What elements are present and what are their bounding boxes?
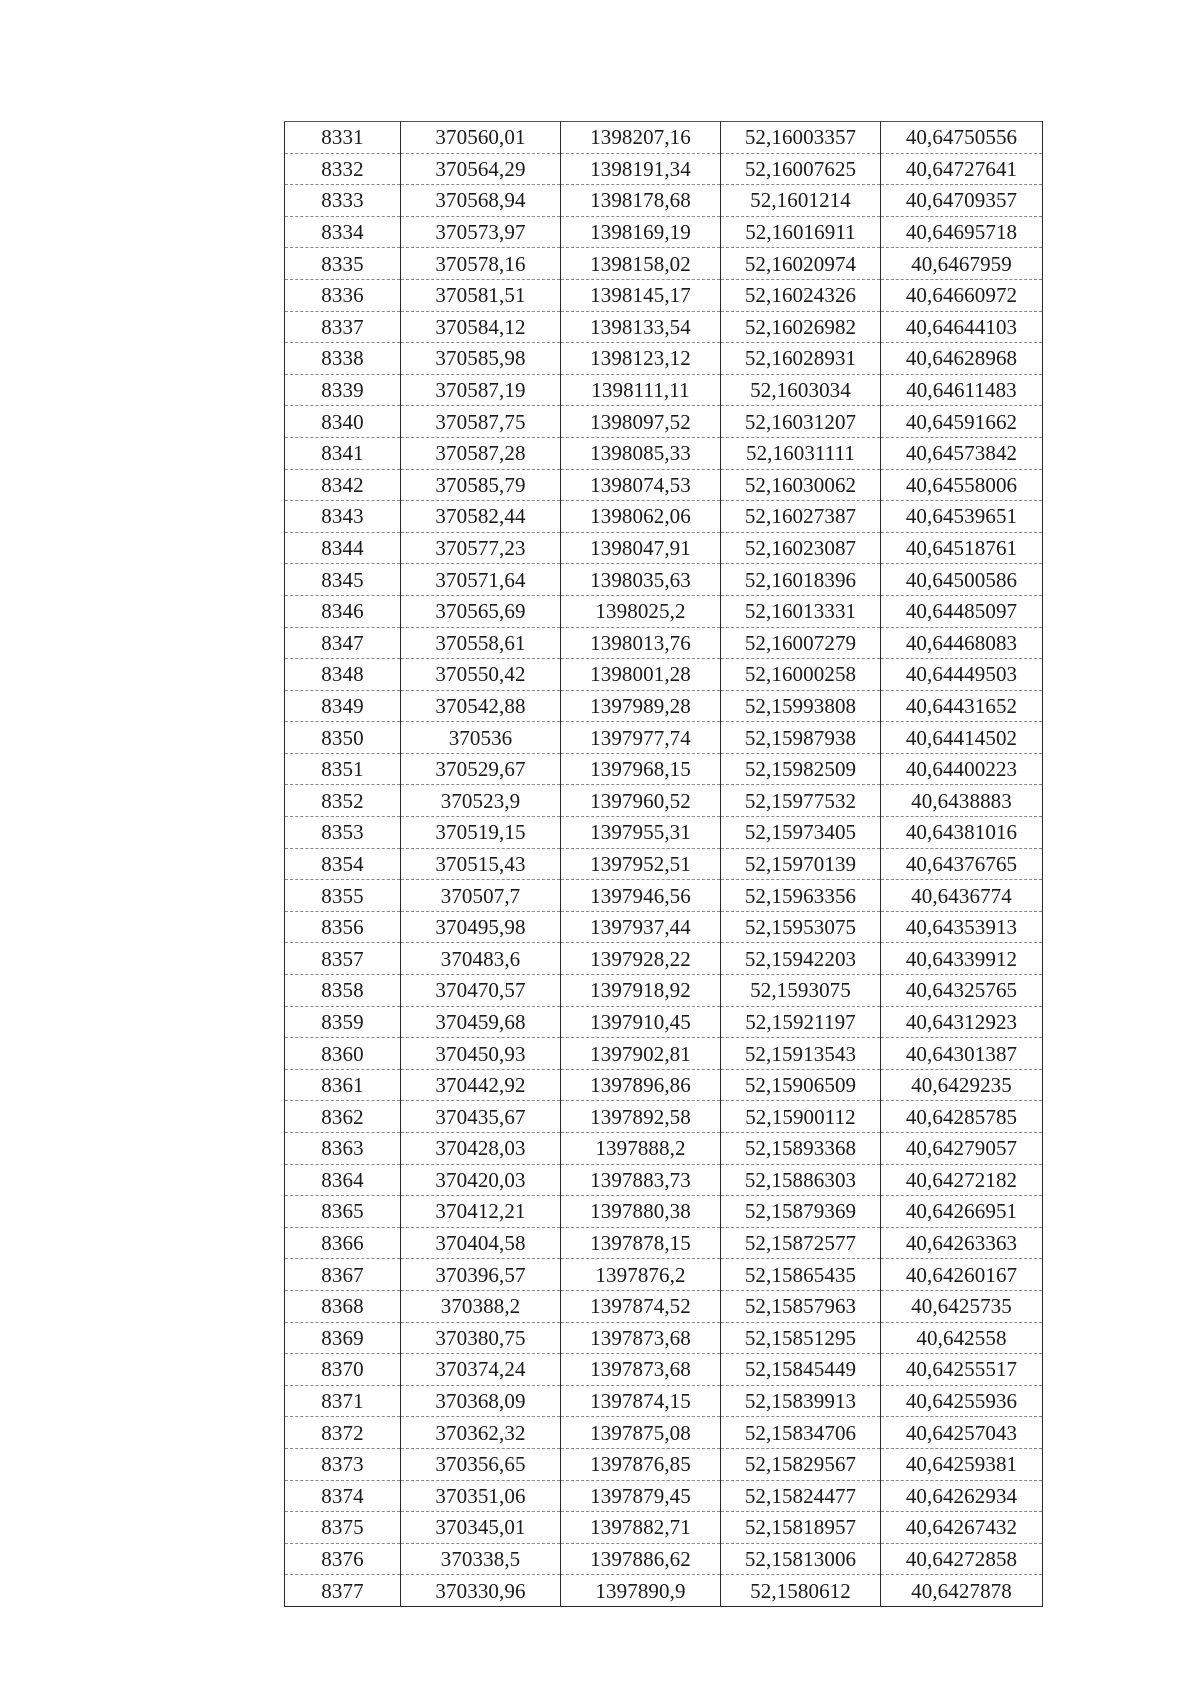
y-coordinate-cell: 1397873,68 — [561, 1354, 721, 1386]
y-coordinate-cell: 1398169,19 — [561, 216, 721, 248]
longitude-cell: 40,64257043 — [881, 1417, 1043, 1449]
point-number-cell: 8337 — [285, 311, 401, 343]
x-coordinate-cell: 370536 — [401, 722, 561, 754]
table-row — [285, 1069, 1043, 1101]
longitude-cell: 40,64539651 — [881, 501, 1043, 533]
table-row — [285, 501, 1043, 533]
x-coordinate-cell: 370442,92 — [401, 1069, 561, 1101]
x-coordinate-cell: 370573,97 — [401, 216, 561, 248]
longitude-cell: 40,64660972 — [881, 279, 1043, 311]
longitude-cell: 40,64255517 — [881, 1354, 1043, 1386]
x-coordinate-cell: 370587,28 — [401, 437, 561, 469]
table-row — [285, 153, 1043, 185]
longitude-cell: 40,64500586 — [881, 564, 1043, 596]
table-row — [285, 659, 1043, 691]
y-coordinate-cell: 1398074,53 — [561, 469, 721, 501]
latitude-cell: 52,15857963 — [721, 1290, 881, 1322]
y-coordinate-cell: 1398123,12 — [561, 343, 721, 375]
y-coordinate-cell: 1398047,91 — [561, 532, 721, 564]
longitude-cell: 40,64628968 — [881, 343, 1043, 375]
table-row — [285, 1133, 1043, 1165]
point-number-cell: 8356 — [285, 911, 401, 943]
point-number-cell: 8348 — [285, 659, 401, 691]
latitude-cell: 52,15906509 — [721, 1069, 881, 1101]
x-coordinate-cell: 370587,19 — [401, 374, 561, 406]
point-number-cell: 8349 — [285, 690, 401, 722]
y-coordinate-cell: 1398062,06 — [561, 501, 721, 533]
latitude-cell: 52,15818957 — [721, 1512, 881, 1544]
x-coordinate-cell: 370338,5 — [401, 1543, 561, 1575]
latitude-cell: 52,16028931 — [721, 343, 881, 375]
y-coordinate-cell: 1397968,15 — [561, 753, 721, 785]
y-coordinate-cell: 1398207,16 — [561, 122, 721, 154]
point-number-cell: 8336 — [285, 279, 401, 311]
x-coordinate-cell: 370362,32 — [401, 1417, 561, 1449]
point-number-cell: 8339 — [285, 374, 401, 406]
longitude-cell: 40,6429235 — [881, 1069, 1043, 1101]
y-coordinate-cell: 1398158,02 — [561, 248, 721, 280]
longitude-cell: 40,64485097 — [881, 595, 1043, 627]
point-number-cell: 8338 — [285, 343, 401, 375]
x-coordinate-cell: 370529,67 — [401, 753, 561, 785]
y-coordinate-cell: 1397876,85 — [561, 1448, 721, 1480]
y-coordinate-cell: 1398013,76 — [561, 627, 721, 659]
y-coordinate-cell: 1398025,2 — [561, 595, 721, 627]
y-coordinate-cell: 1398145,17 — [561, 279, 721, 311]
latitude-cell: 52,15879369 — [721, 1196, 881, 1228]
point-number-cell: 8372 — [285, 1417, 401, 1449]
x-coordinate-cell: 370380,75 — [401, 1322, 561, 1354]
latitude-cell: 52,15872577 — [721, 1227, 881, 1259]
x-coordinate-cell: 370584,12 — [401, 311, 561, 343]
point-number-cell: 8376 — [285, 1543, 401, 1575]
x-coordinate-cell: 370587,75 — [401, 406, 561, 438]
latitude-cell: 52,15942203 — [721, 943, 881, 975]
y-coordinate-cell: 1398085,33 — [561, 437, 721, 469]
x-coordinate-cell: 370330,96 — [401, 1575, 561, 1607]
x-coordinate-cell: 370585,98 — [401, 343, 561, 375]
table-row — [285, 975, 1043, 1007]
latitude-cell: 52,16000258 — [721, 659, 881, 691]
y-coordinate-cell: 1397892,58 — [561, 1101, 721, 1133]
y-coordinate-cell: 1397878,15 — [561, 1227, 721, 1259]
y-coordinate-cell: 1397875,08 — [561, 1417, 721, 1449]
longitude-cell: 40,64727641 — [881, 153, 1043, 185]
table-row — [285, 1322, 1043, 1354]
longitude-cell: 40,64376765 — [881, 848, 1043, 880]
point-number-cell: 8351 — [285, 753, 401, 785]
table-row — [285, 1227, 1043, 1259]
latitude-cell: 52,16016911 — [721, 216, 881, 248]
table-row — [285, 216, 1043, 248]
table-row — [285, 343, 1043, 375]
latitude-cell: 52,15900112 — [721, 1101, 881, 1133]
longitude-cell: 40,64468083 — [881, 627, 1043, 659]
y-coordinate-cell: 1397977,74 — [561, 722, 721, 754]
y-coordinate-cell: 1397886,62 — [561, 1543, 721, 1575]
latitude-cell: 52,1603034 — [721, 374, 881, 406]
latitude-cell: 52,16007279 — [721, 627, 881, 659]
x-coordinate-cell: 370368,09 — [401, 1385, 561, 1417]
table-row — [285, 1417, 1043, 1449]
longitude-cell: 40,6425735 — [881, 1290, 1043, 1322]
longitude-cell: 40,6436774 — [881, 880, 1043, 912]
coordinates-table-body — [285, 122, 1043, 1607]
longitude-cell: 40,64272182 — [881, 1164, 1043, 1196]
latitude-cell: 52,15987938 — [721, 722, 881, 754]
longitude-cell: 40,64644103 — [881, 311, 1043, 343]
latitude-cell: 52,15839913 — [721, 1385, 881, 1417]
y-coordinate-cell: 1397918,92 — [561, 975, 721, 1007]
y-coordinate-cell: 1397896,86 — [561, 1069, 721, 1101]
latitude-cell: 52,16018396 — [721, 564, 881, 596]
table-row — [285, 627, 1043, 659]
longitude-cell: 40,64518761 — [881, 532, 1043, 564]
latitude-cell: 52,15973405 — [721, 817, 881, 849]
longitude-cell: 40,64339912 — [881, 943, 1043, 975]
x-coordinate-cell: 370565,69 — [401, 595, 561, 627]
latitude-cell: 52,16031111 — [721, 437, 881, 469]
y-coordinate-cell: 1397874,52 — [561, 1290, 721, 1322]
x-coordinate-cell: 370404,58 — [401, 1227, 561, 1259]
latitude-cell: 52,16003357 — [721, 122, 881, 154]
longitude-cell: 40,642558 — [881, 1322, 1043, 1354]
latitude-cell: 52,15977532 — [721, 785, 881, 817]
x-coordinate-cell: 370519,15 — [401, 817, 561, 849]
table-row — [285, 406, 1043, 438]
y-coordinate-cell: 1397952,51 — [561, 848, 721, 880]
point-number-cell: 8362 — [285, 1101, 401, 1133]
x-coordinate-cell: 370515,43 — [401, 848, 561, 880]
table-row — [285, 1101, 1043, 1133]
point-number-cell: 8370 — [285, 1354, 401, 1386]
latitude-cell: 52,16027387 — [721, 501, 881, 533]
x-coordinate-cell: 370542,88 — [401, 690, 561, 722]
y-coordinate-cell: 1397880,38 — [561, 1196, 721, 1228]
point-number-cell: 8341 — [285, 437, 401, 469]
table-row — [285, 1164, 1043, 1196]
table-row — [285, 1575, 1043, 1607]
table-row — [285, 1354, 1043, 1386]
longitude-cell: 40,64325765 — [881, 975, 1043, 1007]
table-row — [285, 122, 1043, 154]
table-row — [285, 595, 1043, 627]
longitude-cell: 40,64272858 — [881, 1543, 1043, 1575]
y-coordinate-cell: 1397888,2 — [561, 1133, 721, 1165]
x-coordinate-cell: 370396,57 — [401, 1259, 561, 1291]
latitude-cell: 52,15970139 — [721, 848, 881, 880]
latitude-cell: 52,15834706 — [721, 1417, 881, 1449]
point-number-cell: 8373 — [285, 1448, 401, 1480]
y-coordinate-cell: 1397946,56 — [561, 880, 721, 912]
latitude-cell: 52,16026982 — [721, 311, 881, 343]
x-coordinate-cell: 370374,24 — [401, 1354, 561, 1386]
y-coordinate-cell: 1397873,68 — [561, 1322, 721, 1354]
point-number-cell: 8365 — [285, 1196, 401, 1228]
point-number-cell: 8366 — [285, 1227, 401, 1259]
table-row — [285, 785, 1043, 817]
x-coordinate-cell: 370585,79 — [401, 469, 561, 501]
longitude-cell: 40,64263363 — [881, 1227, 1043, 1259]
point-number-cell: 8342 — [285, 469, 401, 501]
longitude-cell: 40,64312923 — [881, 1006, 1043, 1038]
longitude-cell: 40,64301387 — [881, 1038, 1043, 1070]
longitude-cell: 40,64573842 — [881, 437, 1043, 469]
x-coordinate-cell: 370523,9 — [401, 785, 561, 817]
latitude-cell: 52,16013331 — [721, 595, 881, 627]
point-number-cell: 8354 — [285, 848, 401, 880]
x-coordinate-cell: 370578,16 — [401, 248, 561, 280]
x-coordinate-cell: 370568,94 — [401, 185, 561, 217]
latitude-cell: 52,15886303 — [721, 1164, 881, 1196]
longitude-cell: 40,64266951 — [881, 1196, 1043, 1228]
y-coordinate-cell: 1398097,52 — [561, 406, 721, 438]
y-coordinate-cell: 1398035,63 — [561, 564, 721, 596]
point-number-cell: 8375 — [285, 1512, 401, 1544]
y-coordinate-cell: 1397989,28 — [561, 690, 721, 722]
x-coordinate-cell: 370582,44 — [401, 501, 561, 533]
longitude-cell: 40,64750556 — [881, 122, 1043, 154]
longitude-cell: 40,6438883 — [881, 785, 1043, 817]
table-row — [285, 722, 1043, 754]
table-row — [285, 437, 1043, 469]
latitude-cell: 52,15813006 — [721, 1543, 881, 1575]
latitude-cell: 52,1580612 — [721, 1575, 881, 1607]
longitude-cell: 40,64381016 — [881, 817, 1043, 849]
longitude-cell: 40,64260167 — [881, 1259, 1043, 1291]
longitude-cell: 40,64262934 — [881, 1480, 1043, 1512]
x-coordinate-cell: 370459,68 — [401, 1006, 561, 1038]
table-row — [285, 943, 1043, 975]
table-row — [285, 1543, 1043, 1575]
x-coordinate-cell: 370483,6 — [401, 943, 561, 975]
table-row — [285, 1196, 1043, 1228]
point-number-cell: 8363 — [285, 1133, 401, 1165]
point-number-cell: 8352 — [285, 785, 401, 817]
x-coordinate-cell: 370356,65 — [401, 1448, 561, 1480]
point-number-cell: 8350 — [285, 722, 401, 754]
latitude-cell: 52,15963356 — [721, 880, 881, 912]
table-row — [285, 690, 1043, 722]
y-coordinate-cell: 1398001,28 — [561, 659, 721, 691]
latitude-cell: 52,16007625 — [721, 153, 881, 185]
point-number-cell: 8377 — [285, 1575, 401, 1607]
longitude-cell: 40,64449503 — [881, 659, 1043, 691]
point-number-cell: 8368 — [285, 1290, 401, 1322]
x-coordinate-cell: 370577,23 — [401, 532, 561, 564]
x-coordinate-cell: 370450,93 — [401, 1038, 561, 1070]
point-number-cell: 8361 — [285, 1069, 401, 1101]
point-number-cell: 8358 — [285, 975, 401, 1007]
y-coordinate-cell: 1397902,81 — [561, 1038, 721, 1070]
latitude-cell: 52,15865435 — [721, 1259, 881, 1291]
point-number-cell: 8340 — [285, 406, 401, 438]
point-number-cell: 8353 — [285, 817, 401, 849]
point-number-cell: 8357 — [285, 943, 401, 975]
x-coordinate-cell: 370412,21 — [401, 1196, 561, 1228]
x-coordinate-cell: 370495,98 — [401, 911, 561, 943]
latitude-cell: 52,15921197 — [721, 1006, 881, 1038]
y-coordinate-cell: 1397928,22 — [561, 943, 721, 975]
y-coordinate-cell: 1397960,52 — [561, 785, 721, 817]
point-number-cell: 8369 — [285, 1322, 401, 1354]
x-coordinate-cell: 370470,57 — [401, 975, 561, 1007]
point-number-cell: 8334 — [285, 216, 401, 248]
table-row — [285, 311, 1043, 343]
longitude-cell: 40,64285785 — [881, 1101, 1043, 1133]
y-coordinate-cell: 1397876,2 — [561, 1259, 721, 1291]
latitude-cell: 52,15953075 — [721, 911, 881, 943]
x-coordinate-cell: 370564,29 — [401, 153, 561, 185]
y-coordinate-cell: 1397955,31 — [561, 817, 721, 849]
y-coordinate-cell: 1397883,73 — [561, 1164, 721, 1196]
point-number-cell: 8359 — [285, 1006, 401, 1038]
longitude-cell: 40,64591662 — [881, 406, 1043, 438]
longitude-cell: 40,64259381 — [881, 1448, 1043, 1480]
x-coordinate-cell: 370428,03 — [401, 1133, 561, 1165]
latitude-cell: 52,15982509 — [721, 753, 881, 785]
latitude-cell: 52,16024326 — [721, 279, 881, 311]
latitude-cell: 52,16031207 — [721, 406, 881, 438]
y-coordinate-cell: 1397890,9 — [561, 1575, 721, 1607]
point-number-cell: 8371 — [285, 1385, 401, 1417]
latitude-cell: 52,16023087 — [721, 532, 881, 564]
table-row — [285, 1259, 1043, 1291]
point-number-cell: 8374 — [285, 1480, 401, 1512]
table-row — [285, 1006, 1043, 1038]
latitude-cell: 52,15893368 — [721, 1133, 881, 1165]
table-row — [285, 185, 1043, 217]
y-coordinate-cell: 1398178,68 — [561, 185, 721, 217]
longitude-cell: 40,64353913 — [881, 911, 1043, 943]
x-coordinate-cell: 370581,51 — [401, 279, 561, 311]
table-row — [285, 1038, 1043, 1070]
x-coordinate-cell: 370345,01 — [401, 1512, 561, 1544]
x-coordinate-cell: 370435,67 — [401, 1101, 561, 1133]
x-coordinate-cell: 370507,7 — [401, 880, 561, 912]
y-coordinate-cell: 1398133,54 — [561, 311, 721, 343]
latitude-cell: 52,15993808 — [721, 690, 881, 722]
table-row — [285, 1385, 1043, 1417]
table-row — [285, 1480, 1043, 1512]
table-row — [285, 248, 1043, 280]
point-number-cell: 8333 — [285, 185, 401, 217]
table-row — [285, 848, 1043, 880]
table-row — [285, 564, 1043, 596]
point-number-cell: 8347 — [285, 627, 401, 659]
y-coordinate-cell: 1397879,45 — [561, 1480, 721, 1512]
latitude-cell: 52,16030062 — [721, 469, 881, 501]
longitude-cell: 40,64279057 — [881, 1133, 1043, 1165]
x-coordinate-cell: 370560,01 — [401, 122, 561, 154]
table-row — [285, 469, 1043, 501]
latitude-cell: 52,15824477 — [721, 1480, 881, 1512]
point-number-cell: 8332 — [285, 153, 401, 185]
x-coordinate-cell: 370388,2 — [401, 1290, 561, 1322]
x-coordinate-cell: 370550,42 — [401, 659, 561, 691]
table-row — [285, 1512, 1043, 1544]
table-row — [285, 1290, 1043, 1322]
point-number-cell: 8345 — [285, 564, 401, 596]
longitude-cell: 40,64267432 — [881, 1512, 1043, 1544]
y-coordinate-cell: 1398191,34 — [561, 153, 721, 185]
latitude-cell: 52,15851295 — [721, 1322, 881, 1354]
longitude-cell: 40,64255936 — [881, 1385, 1043, 1417]
point-number-cell: 8364 — [285, 1164, 401, 1196]
longitude-cell: 40,64400223 — [881, 753, 1043, 785]
point-number-cell: 8343 — [285, 501, 401, 533]
coordinates-table — [284, 121, 1043, 1607]
table-row — [285, 817, 1043, 849]
x-coordinate-cell: 370420,03 — [401, 1164, 561, 1196]
table-row — [285, 374, 1043, 406]
longitude-cell: 40,64709357 — [881, 185, 1043, 217]
y-coordinate-cell: 1397910,45 — [561, 1006, 721, 1038]
x-coordinate-cell: 370351,06 — [401, 1480, 561, 1512]
latitude-cell: 52,15913543 — [721, 1038, 881, 1070]
longitude-cell: 40,64414502 — [881, 722, 1043, 754]
table-row — [285, 279, 1043, 311]
longitude-cell: 40,64611483 — [881, 374, 1043, 406]
table-row — [285, 753, 1043, 785]
latitude-cell: 52,15829567 — [721, 1448, 881, 1480]
y-coordinate-cell: 1397874,15 — [561, 1385, 721, 1417]
point-number-cell: 8360 — [285, 1038, 401, 1070]
y-coordinate-cell: 1398111,11 — [561, 374, 721, 406]
point-number-cell: 8335 — [285, 248, 401, 280]
latitude-cell: 52,15845449 — [721, 1354, 881, 1386]
table-row — [285, 911, 1043, 943]
point-number-cell: 8331 — [285, 122, 401, 154]
longitude-cell: 40,6427878 — [881, 1575, 1043, 1607]
longitude-cell: 40,64558006 — [881, 469, 1043, 501]
table-row — [285, 1448, 1043, 1480]
table-row — [285, 880, 1043, 912]
longitude-cell: 40,64695718 — [881, 216, 1043, 248]
latitude-cell: 52,1593075 — [721, 975, 881, 1007]
point-number-cell: 8344 — [285, 532, 401, 564]
point-number-cell: 8367 — [285, 1259, 401, 1291]
point-number-cell: 8355 — [285, 880, 401, 912]
longitude-cell: 40,64431652 — [881, 690, 1043, 722]
y-coordinate-cell: 1397882,71 — [561, 1512, 721, 1544]
latitude-cell: 52,1601214 — [721, 185, 881, 217]
x-coordinate-cell: 370571,64 — [401, 564, 561, 596]
point-number-cell: 8346 — [285, 595, 401, 627]
longitude-cell: 40,6467959 — [881, 248, 1043, 280]
y-coordinate-cell: 1397937,44 — [561, 911, 721, 943]
x-coordinate-cell: 370558,61 — [401, 627, 561, 659]
table-row — [285, 532, 1043, 564]
latitude-cell: 52,16020974 — [721, 248, 881, 280]
